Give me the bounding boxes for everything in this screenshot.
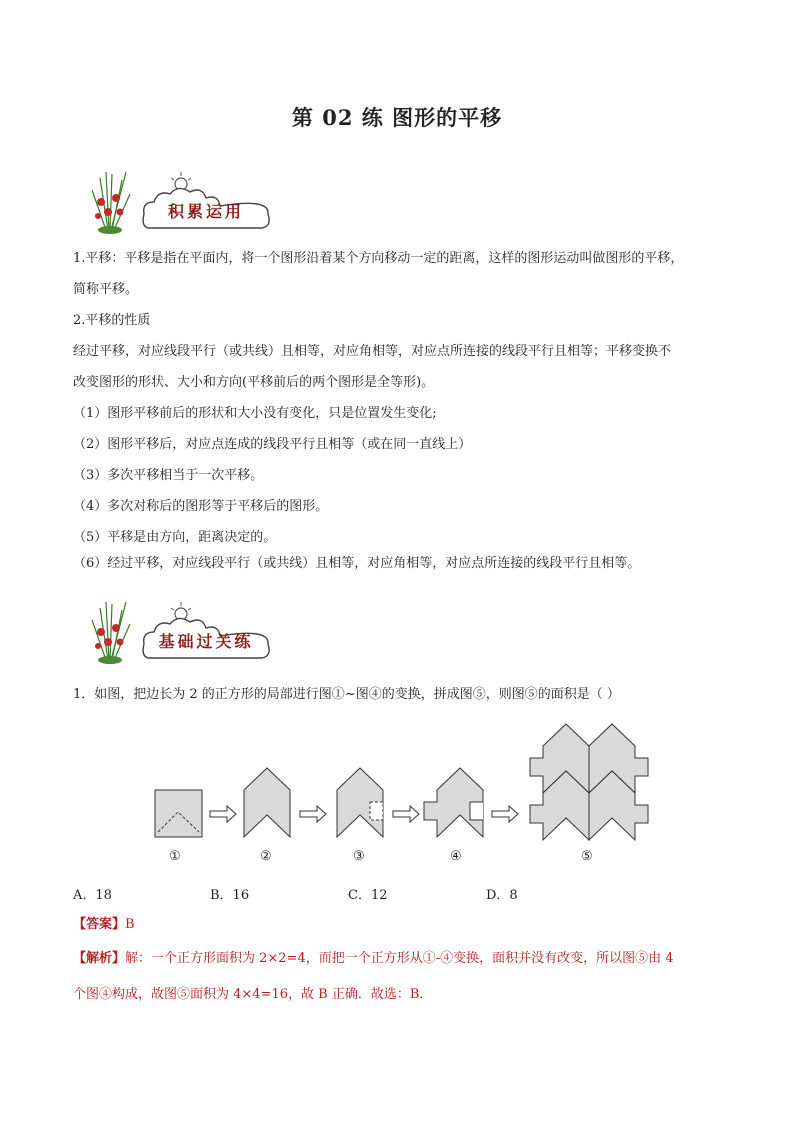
transformation-figures: [140, 718, 660, 868]
text-line-7: （2）图形平移后，对应点连成的线段平行且相等（或在同一直线上）: [73, 437, 472, 452]
text-line-5: 改变图形的形状、大小和方向(平移前后的两个图形是全等形)。: [73, 375, 435, 390]
figure-5: [530, 724, 648, 840]
page-title: 第 02 练 图形的平移: [291, 105, 503, 130]
question-text: 1．如图，把边长为 2 的正方形的局部进行图①~图④的变换，拼成图⑤，则图⑤的面积是（ ）: [73, 687, 620, 702]
answer-tag: 【答案】: [73, 917, 126, 932]
arrow-icon: [300, 806, 326, 822]
option-c: C．12: [348, 888, 388, 903]
text-line-4: 经过平移，对应线段平行（或共线）且相等，对应角相等，对应点所连接的线段平行且相等；平移变换不: [73, 344, 672, 359]
option-d: D．8: [486, 888, 518, 903]
figure-label-2: ②: [260, 849, 272, 864]
figure-4: [424, 768, 483, 837]
text-line-6: （1）图形平移前后的形状和大小没有变化，只是位置发生变化;: [73, 406, 437, 421]
text-line-11: （6）经过平移，对应线段平行（或共线）且相等，对应角相等，对应点所连接的线段平行且相等。: [73, 556, 641, 571]
text-line-8: （3）多次平移相当于一次平移。: [73, 468, 264, 483]
answer-line: [73, 916, 135, 934]
banner-label: 积累运用: [167, 202, 244, 221]
text-line-1: 1.平移：平移是指在平面内，将一个图形沿着某个方向移动一定的距离，这样的图形运动叫做图形的平移，: [73, 251, 684, 266]
banner-label: 基础过关练: [158, 632, 254, 651]
figure-label-4: ④: [450, 849, 462, 864]
section-banner-basic: [86, 598, 286, 668]
option-b: B．16: [210, 888, 250, 903]
analysis-text-2: 个图④构成，故图⑤面积为 4×4=16，故 B 正确．故选：B．: [73, 987, 433, 1002]
arrow-icon: [210, 806, 236, 822]
section-banner-accumulate: [86, 168, 286, 238]
arrow-icon: [393, 806, 419, 822]
text-line-3: 2.平移的性质: [73, 313, 151, 328]
figure-3: [337, 768, 383, 837]
figure-label-1: ①: [169, 849, 181, 864]
figure-2: [244, 768, 290, 837]
text-line-2: 简称平移。: [73, 282, 139, 297]
figure-1: [155, 790, 202, 837]
text-line-9: （4）多次对称后的图形等于平移后的图形。: [73, 499, 329, 514]
figure-label-3: ③: [353, 849, 365, 864]
text-line-10: （5）平移是由方向，距离决定的。: [73, 530, 277, 545]
answer-value: B: [125, 917, 135, 932]
analysis-text-1: 解：一个正方形面积为 2×2=4，而把一个正方形从①-④变换，面积并没有改变，所以图⑤由 4: [125, 951, 674, 966]
analysis-tag: 【解析】: [73, 951, 126, 966]
arrow-icon: [492, 806, 518, 822]
analysis-line-1: [73, 950, 674, 968]
figure-label-5: ⑤: [581, 849, 593, 864]
option-a: A．18: [73, 888, 112, 903]
